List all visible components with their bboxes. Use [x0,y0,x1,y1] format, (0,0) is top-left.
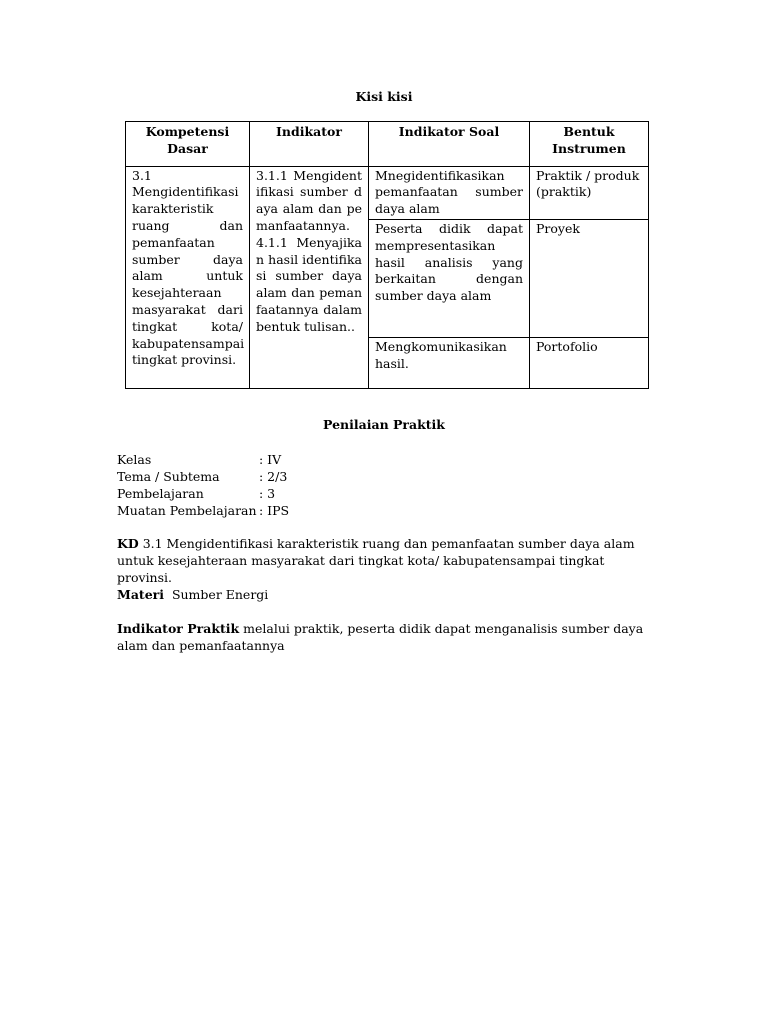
kd-text: 3.1 Mengidentifikasi karakteristik ruang dan pemanfaatan sumber daya alam untuk kesejahteraan masyarakat dari tingkat kota/ kabupatensampai tingkat provinsi. [117,536,635,585]
info-row [117,502,289,519]
materi-paragraph [117,586,657,603]
indikator-praktik-paragraph [117,620,657,654]
header-kompetensi-dasar: Kompetensi Dasar [126,122,250,167]
info-label: Tema / Subtema [117,469,220,484]
document-title: Kisi kisi [355,89,413,104]
cell-bentuk-instrumen: Proyek [530,219,649,337]
info-value: : 2/3 [259,469,288,484]
kd-paragraph [117,535,657,586]
table-row [126,166,649,219]
header-indikator: Indikator [250,122,369,167]
info-row [117,468,289,485]
cell-kompetensi-dasar: 3.1 Mengidentifikasi karakteristik ruang dan pemanfaatan sumber daya alam untuk kesejahteraan masyarakat dari tingkat kota/ kabupatensampai tingkat provinsi. [126,166,250,388]
cell-bentuk-instrumen: Portofolio [530,337,649,388]
section-title: Penilaian Praktik [323,417,445,432]
indikator-praktik-label: Indikator Praktik [117,621,240,636]
kd-label: KD [117,536,139,551]
cell-indikator-soal: Peserta didik dapat mempresentasikan hasil analisis yang berkaitan dengan sumber daya alam [369,219,530,337]
cell-indikator-soal: Mengkomunikasikan hasil. [369,337,530,388]
header-indikator-soal: Indikator Soal [369,122,530,167]
info-label: Pembelajaran [117,486,204,501]
materi-text: Sumber Energi [164,587,269,602]
info-row [117,485,289,502]
header-bentuk-instrumen: Bentuk Instrumen [530,122,649,167]
cell-bentuk-instrumen: Praktik / produk (praktik) [530,166,649,219]
materi-label: Materi [117,587,164,602]
table-header-row [126,122,649,167]
info-row [117,451,289,468]
info-list [117,451,289,519]
indikator-praktik-text: melalui praktik, peserta didik dapat menganalisis sumber daya alam dan pemanfaatannya [117,621,644,653]
info-value: : IPS [259,503,290,518]
cell-indikator: 3.1.1 Mengidentifikasi sumber daya alam dan pemanfaatannya. 4.1.1 Menyajikan hasil identifikasi sumber daya alam dan pemanfaatannya dalam bentuk tulisan.. [250,166,369,388]
cell-indikator-soal: Mnegidentifikasikan pemanfaatan sumber daya alam [369,166,530,219]
info-label: Muatan Pembelajaran [117,503,257,518]
info-value: : IV [259,452,282,467]
info-label: Kelas [117,452,152,467]
kisi-table [125,121,649,389]
info-value: : 3 [259,486,276,501]
